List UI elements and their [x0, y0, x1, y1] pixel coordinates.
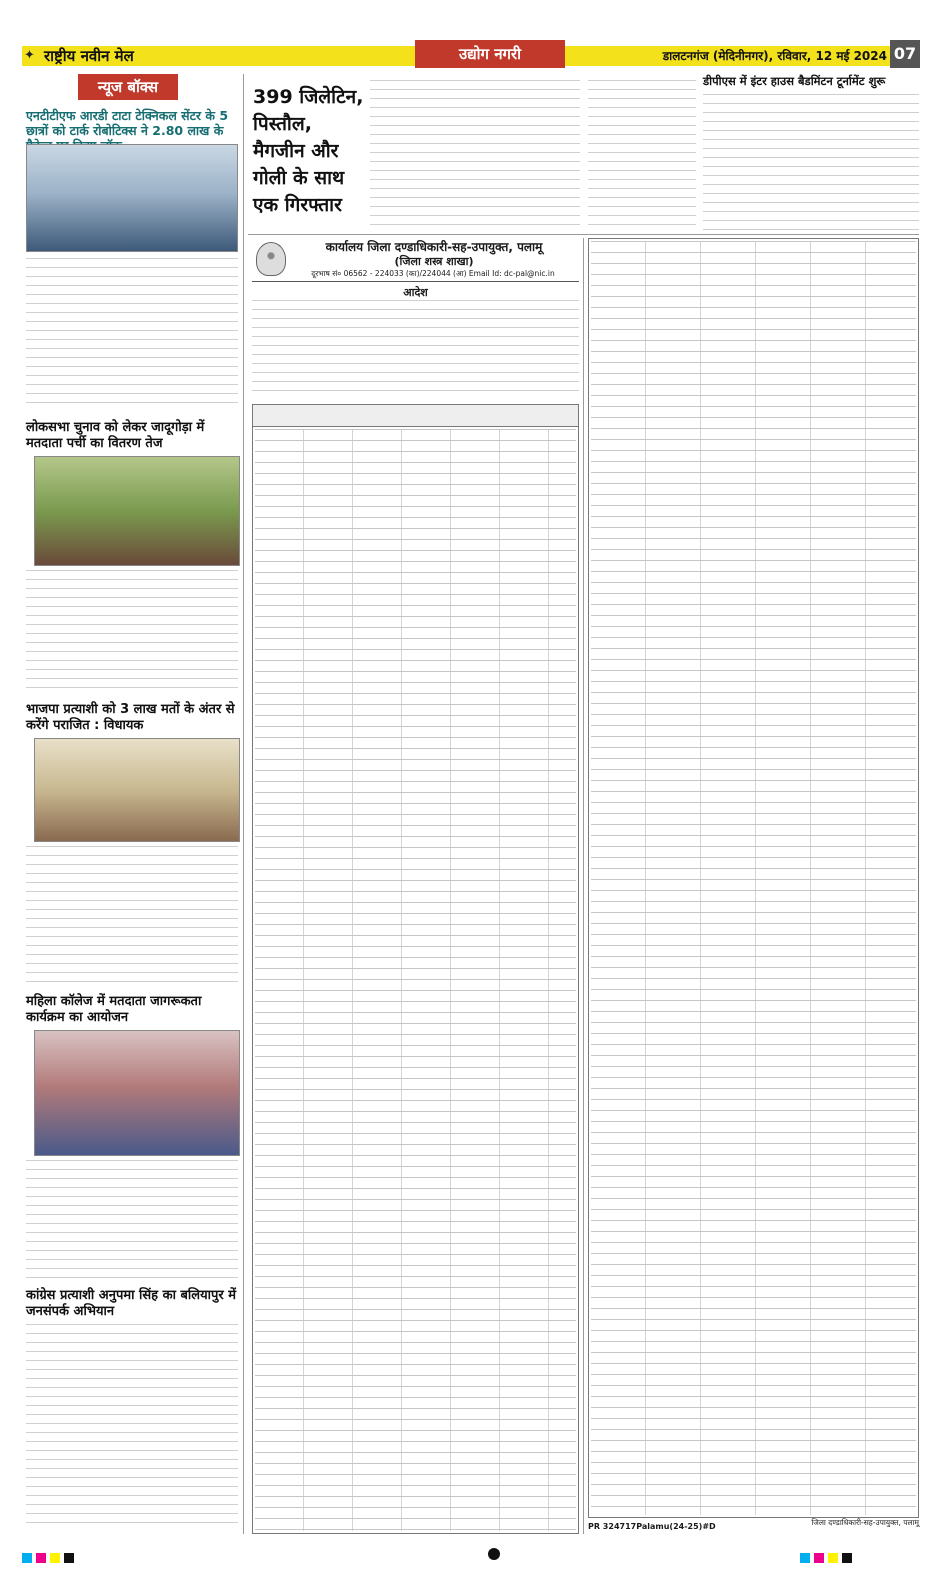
licence-table-right [588, 238, 919, 1518]
office-contact: दूरभाष सं० 06562 - 224033 (का)/224044 (आ) Email Id: dc-pal@nic.in [311, 269, 555, 278]
order-intro-placeholder [252, 300, 579, 398]
story-headline: कांग्रेस प्रत्याशी अनुपमा सिंह का बलियापुर में जनसंपर्क अभियान [26, 1288, 236, 1319]
table-body-placeholder [591, 241, 916, 1515]
lead-headline: 399 जिलेटिन, पिस्तौल, मैगजीन और गोली के साथ एक गिरफ्तार [253, 86, 364, 216]
office-subtitle: (जिला शस्त्र शाखा) [394, 255, 474, 268]
story-headline: लोकसभा चुनाव को लेकर जादूगोड़ा में मतदाता पर्ची का वितरण तेज [26, 420, 205, 451]
order-heading: आदेश [403, 286, 428, 299]
registration-dot-icon [488, 1548, 500, 1560]
dateline: डालटनगंज (मेदिनीनगर), रविवार, 12 मई 2024 [662, 49, 887, 63]
lead-body-placeholder [588, 80, 696, 230]
page-number: 07 [890, 40, 920, 68]
story-headline: महिला कॉलेज में मतदाता जागरूकता कार्यक्रम का आयोजन [26, 994, 202, 1025]
bird-logo-icon: ✦ [24, 48, 35, 63]
masthead [22, 40, 919, 70]
table-body-placeholder [255, 429, 576, 1531]
story-body-placeholder [26, 570, 238, 695]
story-photo [26, 144, 238, 252]
order-header [252, 238, 579, 282]
story-body-placeholder [26, 258, 238, 408]
registration-marks [22, 1548, 142, 1558]
story-photo [34, 738, 240, 842]
right-body-placeholder [703, 94, 919, 230]
cyan-mark-icon [22, 1553, 32, 1563]
lead-body-placeholder [370, 80, 580, 230]
black-mark-icon [842, 1553, 852, 1563]
release-number: PR 324717Palamu(24-25)#D [588, 1522, 716, 1531]
cyan-mark-icon [800, 1553, 810, 1563]
licence-table-left [252, 404, 579, 1534]
black-mark-icon [64, 1553, 74, 1563]
story-body-placeholder [26, 846, 238, 986]
paper-name: राष्ट्रीय नवीन मेल [44, 47, 134, 65]
column-rule [243, 74, 244, 1534]
yellow-mark-icon [50, 1553, 60, 1563]
story-body-placeholder [26, 1160, 238, 1280]
registration-marks [800, 1548, 920, 1558]
office-title: कार्यालय जिला दण्डाधिकारी-सह-उपायुक्त, पलामू [325, 240, 543, 254]
magenta-mark-icon [814, 1553, 824, 1563]
emblem-icon [256, 242, 286, 276]
story-body-placeholder [26, 1324, 238, 1524]
section-divider [248, 234, 919, 235]
table-header [253, 405, 578, 427]
yellow-mark-icon [828, 1553, 838, 1563]
magenta-mark-icon [36, 1553, 46, 1563]
story-headline: एनटीटीएफ आरडी टाटा टेक्निकल सेंटर के 5 छात्रों को टार्क रोबोटिक्स ने 2.80 लाख के [26, 108, 229, 138]
column-rule [583, 238, 584, 1534]
story-headline: भाजपा प्रत्याशी को 3 लाख मतों के अंतर से करेंगे पराजित : विधायक [26, 702, 235, 733]
right-headline: डीपीएस में इंटर हाउस बैडमिंटन टूर्नामेंट शुरू [703, 74, 886, 88]
story-photo [34, 456, 240, 566]
story-photo [34, 1030, 240, 1156]
news-box-label: न्यूज बॉक्स [78, 74, 178, 100]
section-title: उद्योग नगरी [415, 40, 565, 68]
signature-title: जिला दण्डाधिकारी-सह-उपायुक्त, पलामू [811, 1518, 919, 1527]
